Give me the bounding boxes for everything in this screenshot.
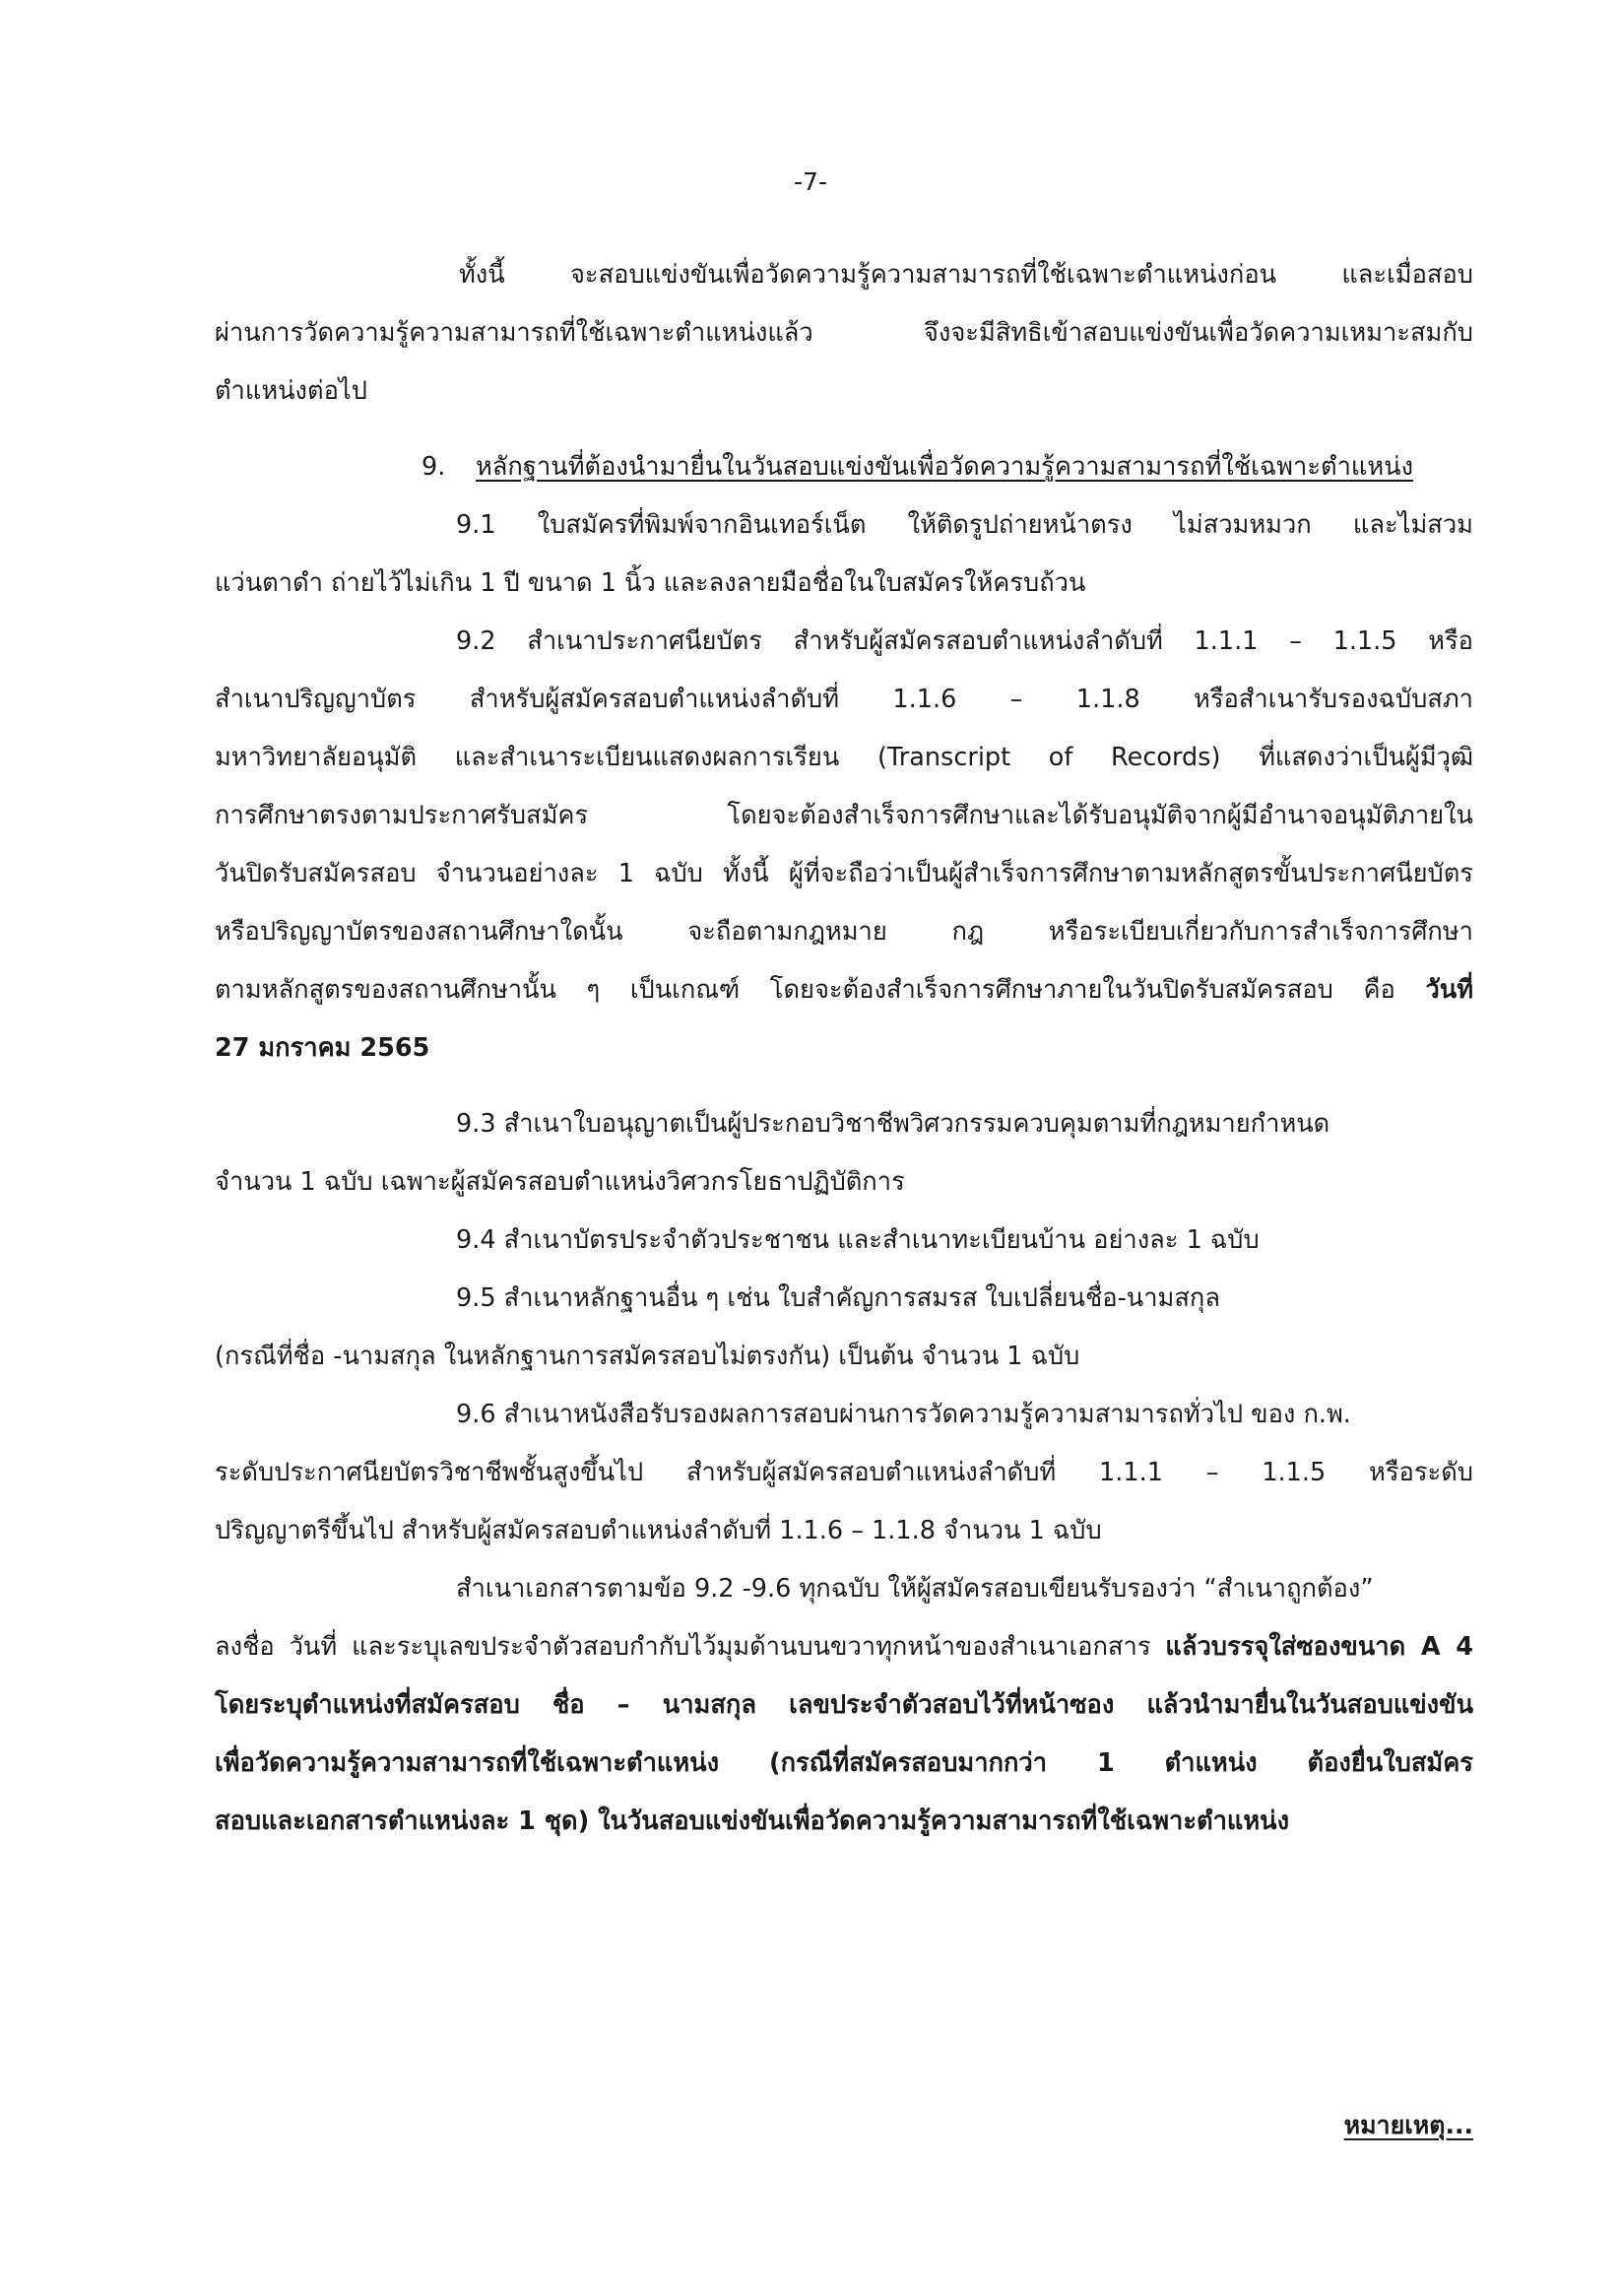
text-line: 9.4 สำเนาบัตรประจำตัวประชาชน และสำเนาทะเบียนบ้าน อย่างละ 1 ฉบับ (456, 1225, 1260, 1255)
text-segment: ลงชื่อ วันที่ และระบุเลขประจำตัวสอบกำกับไว้มุมด้านบนขวาทุกหน้าของสำเนาเอกสาร (215, 1632, 1151, 1662)
section-title: หลักฐานที่ต้องนำมายื่นในวันสอบแข่งขันเพื่อวัดความรู้ความสามารถที่ใช้เฉพาะตำแหน่ง (476, 452, 1414, 482)
page-number: -7- (794, 167, 827, 196)
text-line: หรือปริญญาบัตรของสถานศึกษาใดนั้น จะถือตามกฎหมาย กฎ หรือระเบียบเกี่ยวกับการสำเร็จการศึกษา (215, 917, 1473, 947)
item-9-3 (215, 1095, 1473, 1212)
item-9-2 (215, 613, 1473, 1078)
text-line (215, 961, 1473, 1019)
item-9-5 (215, 1270, 1473, 1386)
text-line: สำเนาปริญญาบัตร สำหรับผู้สมัครสอบตำแหน่งลำดับที่ 1.1.6 – 1.1.8 หรือสำเนารับรองฉบับสภา (215, 685, 1473, 714)
text-line: การศึกษาตรงตามประกาศรับสมัคร โดยจะต้องสำเร็จการศึกษาและได้รับอนุมัติจากผู้มีอำนาจอนุมัติภายใน (215, 801, 1473, 830)
text-line: มหาวิทยาลัยอนุมัติ และสำเนาระเบียนแสดงผลการเรียน (Transcript of Records) ที่แสดงว่าเป็นผู้มีวุฒิ (215, 743, 1473, 772)
bold-line: โดยระบุตำแหน่งที่สมัครสอบ ชื่อ – นามสกุล เลขประจำตัวสอบไว้ที่หน้าซอง แล้วนำมายื่นในวันสอบแข่งขัน (215, 1690, 1473, 1720)
section-number: 9. (421, 452, 446, 482)
text-line: ปริญญาตรีขึ้นไป สำหรับผู้สมัครสอบตำแหน่งลำดับที่ 1.1.6 – 1.1.8 จำนวน 1 ฉบับ (215, 1516, 1102, 1545)
text-line: 9.2 สำเนาประกาศนียบัตร สำหรับผู้สมัครสอบตำแหน่งลำดับที่ 1.1.1 – 1.1.5 หรือ (456, 626, 1473, 656)
text-line: (กรณีที่ชื่อ -นามสกุล ในหลักฐานการสมัครสอบไม่ตรงกัน) เป็นต้น จำนวน 1 ฉบับ (215, 1342, 1080, 1371)
bold-line: เพื่อวัดความรู้ความสามารถที่ใช้เฉพาะตำแหน่ง (กรณีที่สมัครสอบมากกว่า 1 ตำแหน่ง ต้องยื่นใบสมัคร (215, 1748, 1473, 1778)
text-line: ผ่านการวัดความรู้ความสามารถที่ใช้เฉพาะตำแหน่งแล้ว จึงจะมีสิทธิเข้าสอบแข่งขันเพื่อวัดความเหมาะสมกับ (215, 318, 1473, 348)
text-line: 9.3 สำเนาใบอนุญาตเป็นผู้ประกอบวิชาชีพวิศวกรรมควบคุมตามที่กฎหมายกำหนด (456, 1109, 1330, 1139)
bold-date-label: วันที่ (1425, 975, 1473, 1005)
text-segment: ตามหลักสูตรของสถานศึกษานั้น ๆ เป็นเกณฑ์ โดยจะต้องสำเร็จการศึกษาภายในวันปิดรับสมัครสอบ คือ (215, 975, 1395, 1005)
document-body (215, 246, 1473, 1851)
intro-paragraph (215, 246, 1473, 421)
footer-note: หมายเหตุ... (1343, 2111, 1473, 2139)
text-line: แว่นตาดำ ถ่ายไว้ไม่เกิน 1 ปี ขนาด 1 นิ้ว และลงลายมือชื่อในใบสมัครให้ครบถ้วน (215, 568, 1086, 598)
text-line: 9.1 ใบสมัครที่พิมพ์จากอินเทอร์เน็ต ให้ติดรูปถ่ายหน้าตรง ไม่สวมหมวก และไม่สวม (456, 510, 1473, 540)
text-line (215, 1618, 1473, 1676)
text-line: ทั้งนี้ จะสอบแข่งขันเพื่อวัดความรู้ความสามารถที่ใช้เฉพาะตำแหน่งก่อน และเมื่อสอบ (459, 260, 1473, 290)
text-line: วันปิดรับสมัครสอบ จำนวนอย่างละ 1 ฉบับ ทั้งนี้ ผู้ที่จะถือว่าเป็นผู้สำเร็จการศึกษาตามหลักสูตรขั้นประกาศนียบัตร (215, 859, 1473, 888)
copies-paragraph (215, 1560, 1473, 1851)
item-9-4 (215, 1212, 1473, 1270)
item-9-1 (215, 496, 1473, 613)
bold-date: 27 มกราคม 2565 (215, 1033, 430, 1063)
bold-line: สอบและเอกสารตำแหน่งละ 1 ชุด) ในวันสอบแข่งขันเพื่อวัดความรู้ความสามารถที่ใช้เฉพาะตำแหน่ง (215, 1806, 1290, 1836)
text-line: ระดับประกาศนียบัตรวิชาชีพชั้นสูงขึ้นไป สำหรับผู้สมัครสอบตำแหน่งลำดับที่ 1.1.1 – 1.1.5 หรือระดับ (215, 1458, 1473, 1487)
bold-segment: แล้วบรรจุใส่ซองขนาด A 4 (1165, 1632, 1473, 1662)
text-line: จำนวน 1 ฉบับ เฉพาะผู้สมัครสอบตำแหน่งวิศวกรโยธาปฏิบัติการ (215, 1167, 905, 1197)
item-9-6 (215, 1386, 1473, 1560)
text-line: ตำแหน่งต่อไป (215, 376, 367, 406)
text-line: 9.5 สำเนาหลักฐานอื่น ๆ เช่น ใบสำคัญการสมรส ใบเปลี่ยนชื่อ-นามสกุล (456, 1283, 1220, 1313)
text-line: สำเนาเอกสารตามข้อ 9.2 -9.6 ทุกฉบับ ให้ผู้สมัครสอบเขียนรับรองว่า “สำเนาถูกต้อง” (456, 1574, 1374, 1604)
section-9-heading (215, 438, 1473, 496)
text-line: 9.6 สำเนาหนังสือรับรองผลการสอบผ่านการวัดความรู้ความสามารถทั่วไป ของ ก.พ. (456, 1400, 1351, 1429)
